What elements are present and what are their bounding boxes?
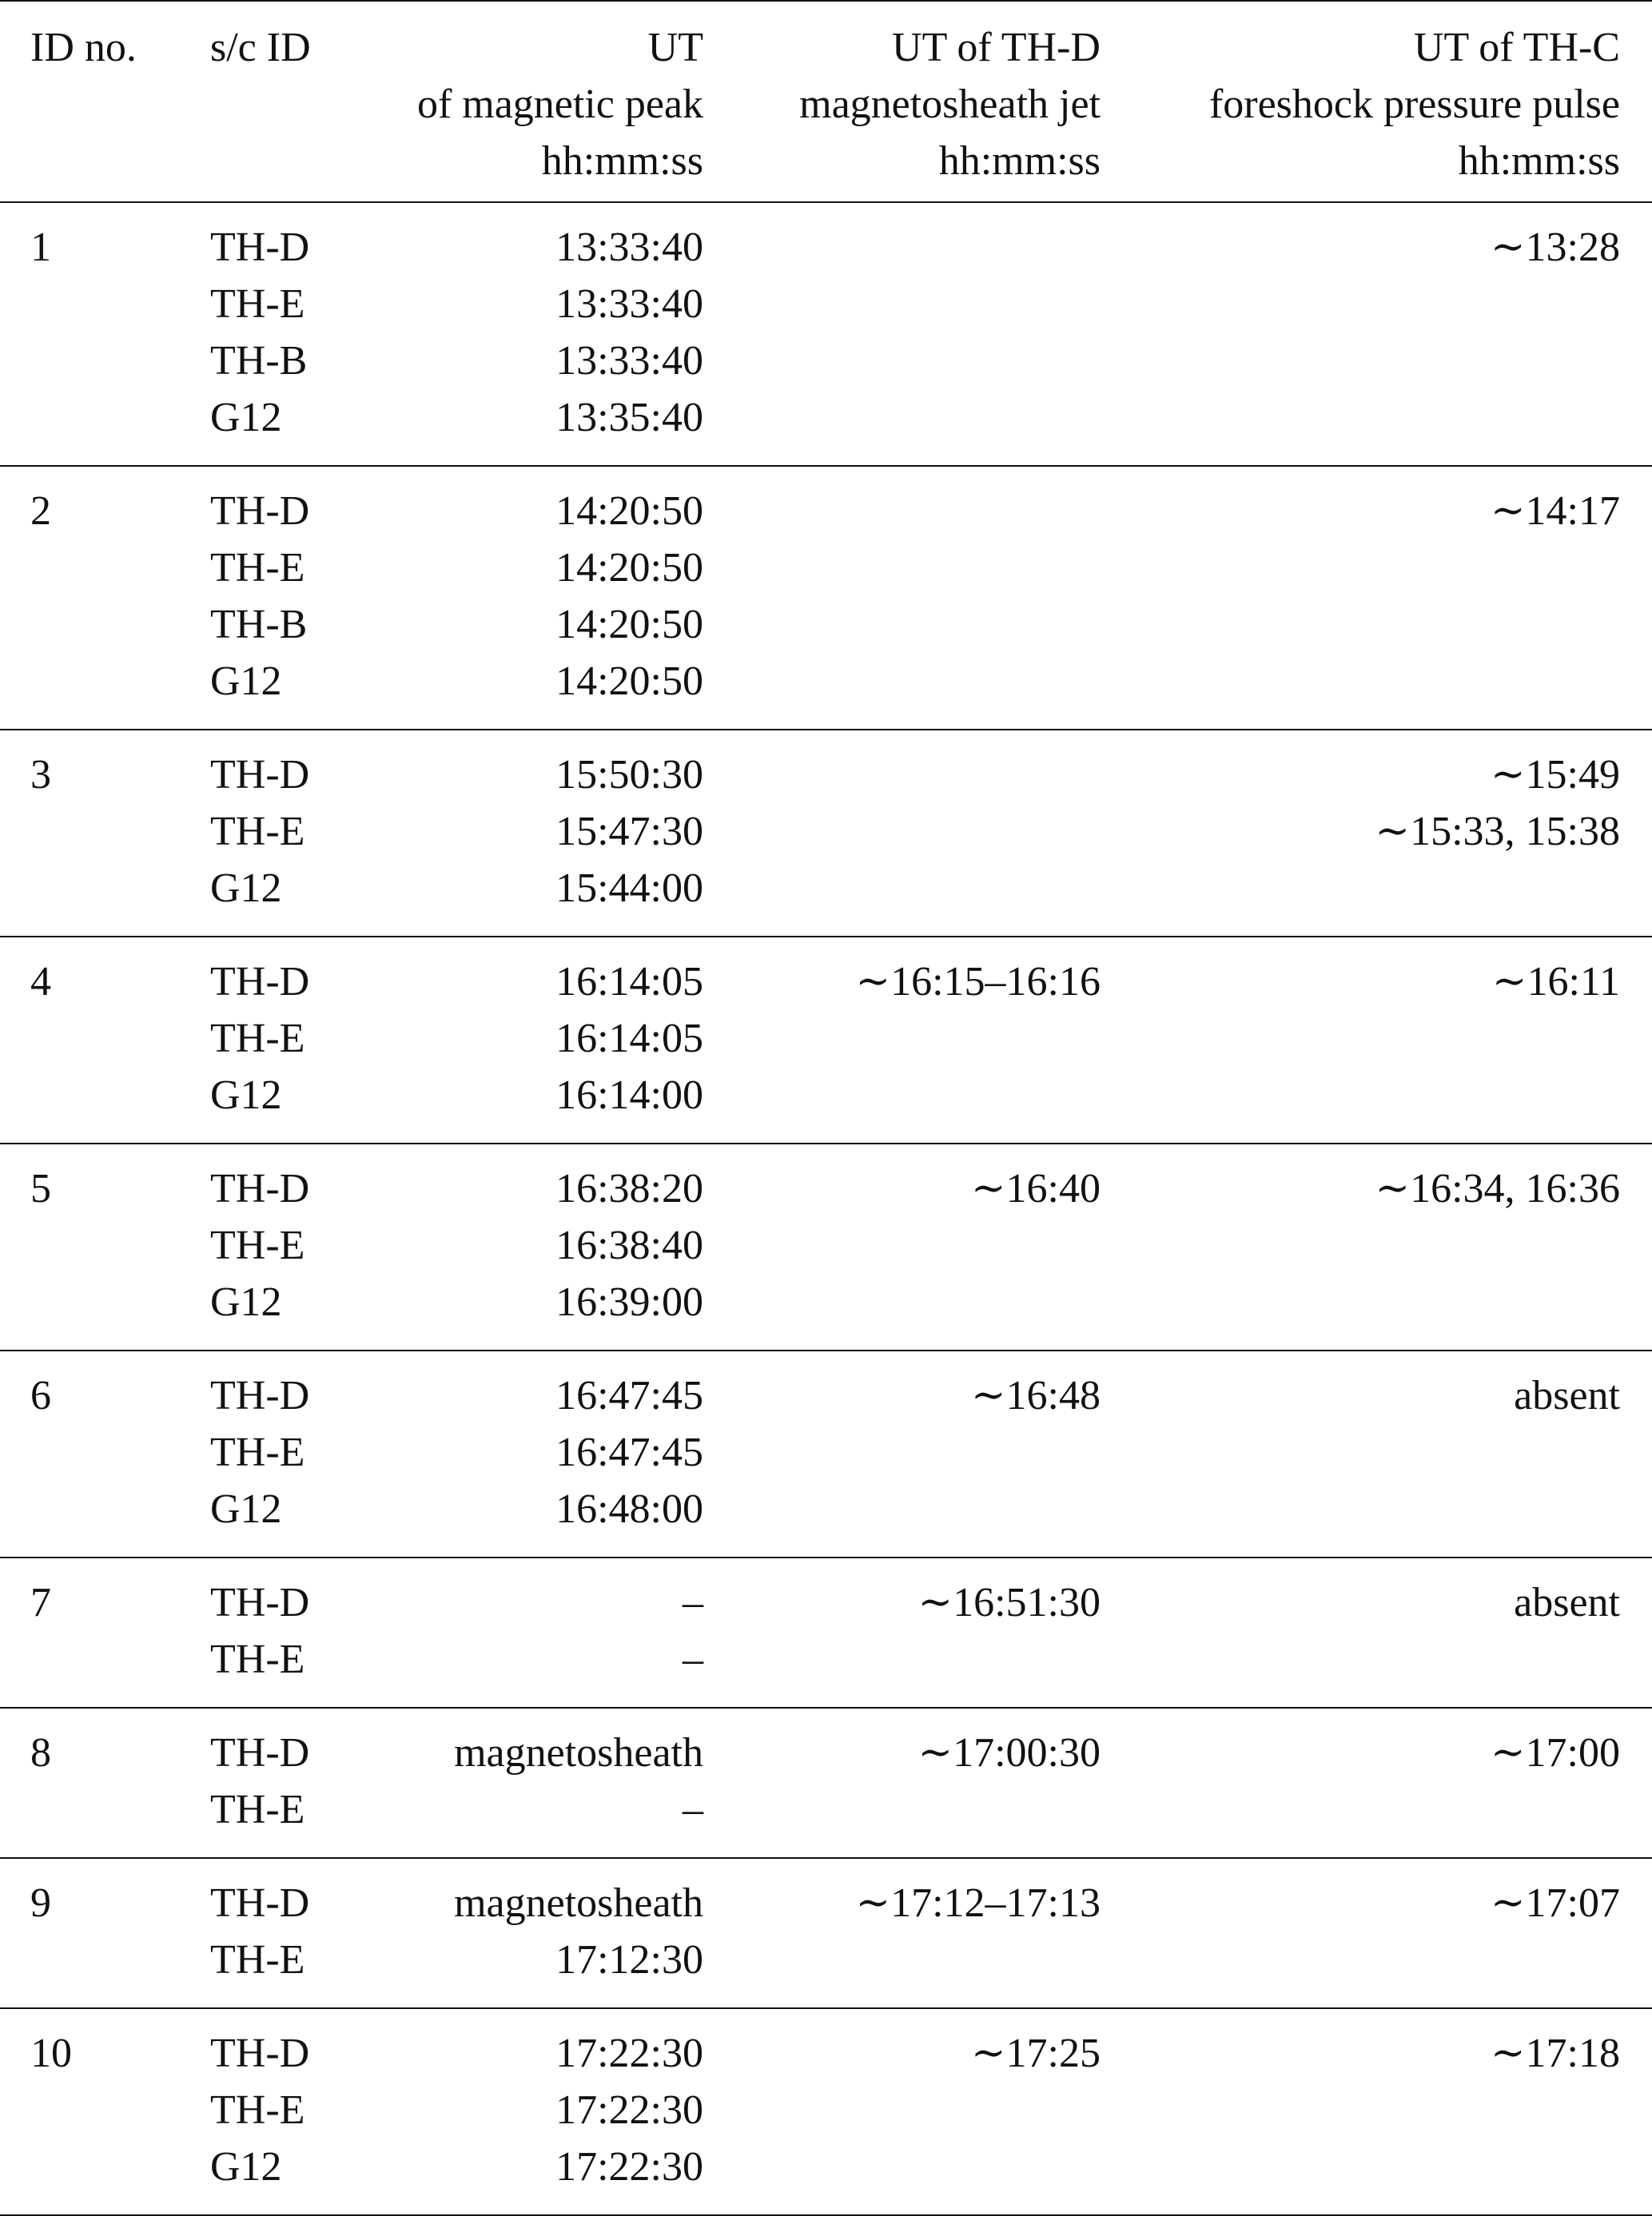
cell-ut-line: 17:22:30	[555, 2087, 703, 2133]
cell-ut-line: 16:38:20	[555, 1166, 703, 1211]
cell-id-line: 1	[30, 225, 51, 270]
cell-pulse-line: ∼15:49	[1490, 752, 1620, 798]
header-row	[0, 19, 1652, 184]
cell-ut-line: 17:22:30	[555, 2144, 703, 2190]
cell-sc-line: TH-E	[210, 281, 305, 327]
cell-id-line: 4	[30, 959, 51, 1005]
cell-id	[30, 1725, 51, 1781]
cell-sc-line: TH-D	[210, 225, 310, 270]
cell-id	[30, 953, 51, 1010]
cell-pulse	[1492, 953, 1620, 1010]
header-jet	[799, 19, 1101, 189]
cell-ut-line: 14:20:50	[555, 545, 703, 591]
table-row	[0, 937, 1652, 1143]
cell-pulse-line: ∼13:28	[1490, 225, 1620, 270]
cell-sc-line: TH-E	[210, 2087, 305, 2133]
cell-jet-line: ∼16:51:30	[918, 1580, 1101, 1625]
cell-sc-line: TH-D	[210, 1166, 310, 1211]
top-rule	[0, 0, 1652, 2]
table-row	[0, 1859, 1652, 2007]
table-row	[0, 730, 1652, 936]
cell-ut-line: 16:38:40	[555, 1223, 703, 1268]
cell-sc-line: G12	[210, 2144, 282, 2190]
cell-jet	[856, 953, 1101, 1010]
cell-jet-line: ∼17:00:30	[918, 1730, 1101, 1776]
cell-sc	[210, 1160, 309, 1331]
cell-sc-line: TH-D	[210, 488, 310, 534]
cell-id	[30, 1367, 51, 1424]
table-row	[0, 1144, 1652, 1350]
cell-sc-line: TH-D	[210, 1373, 310, 1418]
cell-sc-line: TH-B	[210, 338, 308, 384]
cell-ut-line: –	[683, 1580, 703, 1625]
cell-jet-line: ∼16:15–16:16	[855, 959, 1101, 1005]
cell-pulse	[1514, 1367, 1620, 1424]
cell-id	[30, 1574, 51, 1631]
row-rule	[0, 2007, 1652, 2009]
cell-sc-line: TH-E	[210, 1937, 305, 1983]
cell-sc-line: TH-E	[210, 1787, 305, 1832]
cell-ut	[454, 1725, 703, 1838]
cell-pulse-line: absent	[1514, 1373, 1620, 1418]
cell-sc-line: TH-E	[210, 1430, 305, 1475]
cell-sc-line: TH-D	[210, 959, 310, 1005]
header-id-line: ID no.	[30, 25, 137, 70]
cell-id	[30, 483, 51, 539]
cell-ut-line: 16:47:45	[555, 1430, 703, 1475]
cell-ut-line: 15:47:30	[555, 809, 703, 854]
cell-ut-line: 17:12:30	[555, 1937, 703, 1983]
cell-id	[30, 1160, 51, 1217]
cell-pulse-line: ∼17:07	[1490, 1880, 1620, 1926]
header-ut-line-2: of magnetic peak	[416, 82, 703, 127]
cell-ut-line: 16:48:00	[555, 1486, 703, 1532]
cell-ut-line: 13:35:40	[555, 395, 703, 440]
table-row	[0, 1351, 1652, 1557]
cell-sc-line: G12	[210, 1072, 282, 1118]
header-pulse-line-1: UT of TH-C	[1413, 25, 1620, 70]
cell-ut-line: 16:14:05	[555, 959, 703, 1005]
header-jet-line-1: UT of TH-D	[892, 25, 1101, 70]
cell-ut-line: 14:20:50	[555, 602, 703, 647]
cell-ut	[555, 1160, 703, 1331]
cell-ut-line: 15:44:00	[555, 865, 703, 911]
cell-ut-line: 17:22:30	[555, 2031, 703, 2076]
cell-jet-line: ∼17:12–17:13	[855, 1880, 1101, 1926]
row-rule	[0, 1557, 1652, 1558]
cell-sc	[210, 219, 309, 446]
row-rule	[0, 465, 1652, 467]
cell-sc	[210, 1367, 309, 1538]
cell-sc	[210, 1574, 309, 1688]
cell-sc-line: G12	[210, 1279, 282, 1325]
cell-ut-line: –	[683, 1787, 703, 1832]
cell-ut-line: 13:33:40	[555, 338, 703, 384]
header-pulse-line-2: foreshock pressure pulse	[1208, 82, 1620, 127]
cell-ut-line: 14:20:50	[555, 488, 703, 534]
cell-pulse	[1491, 483, 1620, 539]
cell-ut	[555, 219, 703, 446]
cell-sc-line: TH-D	[210, 752, 310, 798]
cell-sc-line: TH-E	[210, 1637, 305, 1682]
cell-id-line: 7	[30, 1580, 51, 1625]
cell-ut	[555, 2025, 703, 2195]
header-jet-line-2: magnetosheath jet	[799, 82, 1101, 127]
cell-ut	[555, 1367, 703, 1538]
cell-sc	[210, 483, 309, 710]
cell-sc	[210, 746, 309, 917]
cell-id	[30, 219, 51, 276]
cell-id	[30, 2025, 72, 2082]
cell-pulse	[1514, 1574, 1620, 1631]
cell-sc-line: G12	[210, 1486, 282, 1532]
cell-pulse-line: ∼16:34, 16:36	[1375, 1166, 1620, 1211]
cell-ut-line: 16:14:00	[555, 1072, 703, 1118]
row-rule	[0, 936, 1652, 937]
row-rule	[0, 729, 1652, 730]
cell-pulse	[1491, 1875, 1620, 1932]
cell-id-line: 9	[30, 1880, 51, 1926]
cell-pulse-line: absent	[1514, 1580, 1620, 1625]
header-sc-line: s/c ID	[210, 25, 311, 70]
cell-sc-line: G12	[210, 865, 282, 911]
cell-jet	[918, 1574, 1101, 1631]
cell-jet	[971, 1160, 1101, 1217]
cell-pulse	[1375, 1160, 1620, 1217]
cell-sc-line: G12	[210, 395, 282, 440]
header-pulse-line-3: hh:mm:ss	[1458, 138, 1620, 184]
table-row	[0, 203, 1652, 465]
table-row	[0, 2009, 1652, 2214]
cell-pulse	[1491, 2025, 1620, 2082]
row-rule	[0, 1857, 1652, 1859]
header-ut-line-3: hh:mm:ss	[541, 138, 703, 184]
cell-id-line: 8	[30, 1730, 51, 1776]
cell-sc-line: TH-D	[210, 1880, 310, 1926]
header-pulse	[1209, 19, 1620, 189]
cell-jet	[971, 1367, 1101, 1424]
row-rule	[0, 1707, 1652, 1709]
header-id	[30, 19, 137, 76]
cell-sc-line: TH-D	[210, 1580, 310, 1625]
cell-id-line: 10	[30, 2031, 72, 2076]
cell-ut	[454, 1875, 703, 1988]
header-ut-line-1: UT	[647, 25, 703, 70]
cell-jet-line: ∼16:48	[970, 1373, 1101, 1418]
cell-sc-line: TH-B	[210, 602, 308, 647]
cell-id	[30, 746, 51, 803]
cell-id-line: 5	[30, 1166, 51, 1211]
cell-ut-line: –	[683, 1637, 703, 1682]
cell-sc-line: TH-E	[210, 545, 305, 591]
row-rule	[0, 1350, 1652, 1351]
cell-sc-line: G12	[210, 658, 282, 704]
cell-pulse-line: ∼14:17	[1490, 488, 1620, 534]
table-row	[0, 1709, 1652, 1857]
cell-sc	[210, 1725, 309, 1838]
header-ut	[417, 19, 703, 189]
cell-ut-line: magnetosheath	[454, 1880, 703, 1926]
table-row	[0, 1558, 1652, 1707]
cell-ut	[555, 483, 703, 710]
cell-jet-line: ∼16:40	[970, 1166, 1101, 1211]
cell-pulse	[1375, 746, 1620, 860]
cell-sc-line: TH-D	[210, 2031, 310, 2076]
cell-jet	[918, 1725, 1101, 1781]
cell-pulse-line: ∼16:11	[1491, 959, 1620, 1005]
cell-sc	[210, 2025, 309, 2195]
cell-ut	[555, 953, 703, 1124]
cell-jet	[971, 2025, 1101, 2082]
cell-jet-line: ∼17:25	[970, 2031, 1101, 2076]
cell-pulse	[1491, 1725, 1620, 1781]
cell-id-line: 6	[30, 1373, 51, 1418]
cell-id-line: 3	[30, 752, 51, 798]
cell-ut-line: 16:14:05	[555, 1016, 703, 1061]
cell-ut	[683, 1574, 703, 1688]
cell-ut-line: 16:39:00	[555, 1279, 703, 1325]
cell-ut-line: 15:50:30	[555, 752, 703, 798]
cell-jet	[856, 1875, 1101, 1932]
cell-sc-line: TH-E	[210, 809, 305, 854]
cell-ut-line: 13:33:40	[555, 225, 703, 270]
cell-pulse-line: ∼17:18	[1490, 2031, 1620, 2076]
cell-sc	[210, 1875, 309, 1988]
cell-ut	[555, 746, 703, 917]
cell-id-line: 2	[30, 488, 51, 534]
cell-pulse	[1491, 219, 1620, 276]
cell-id	[30, 1875, 51, 1932]
table-row	[0, 467, 1652, 729]
cell-pulse-line: ∼15:33, 15:38	[1375, 809, 1620, 854]
header-sc	[210, 19, 311, 76]
row-rule	[0, 1143, 1652, 1144]
cell-ut-line: 13:33:40	[555, 281, 703, 327]
cell-pulse-line: ∼17:00	[1490, 1730, 1620, 1776]
cell-sc-line: TH-E	[210, 1016, 305, 1061]
cell-sc-line: TH-D	[210, 1730, 310, 1776]
cell-sc	[210, 953, 309, 1124]
header-jet-line-3: hh:mm:ss	[938, 138, 1101, 184]
cell-ut-line: 14:20:50	[555, 658, 703, 704]
cell-sc-line: TH-E	[210, 1223, 305, 1268]
cell-ut-line: magnetosheath	[454, 1730, 703, 1776]
cell-ut-line: 16:47:45	[555, 1373, 703, 1418]
